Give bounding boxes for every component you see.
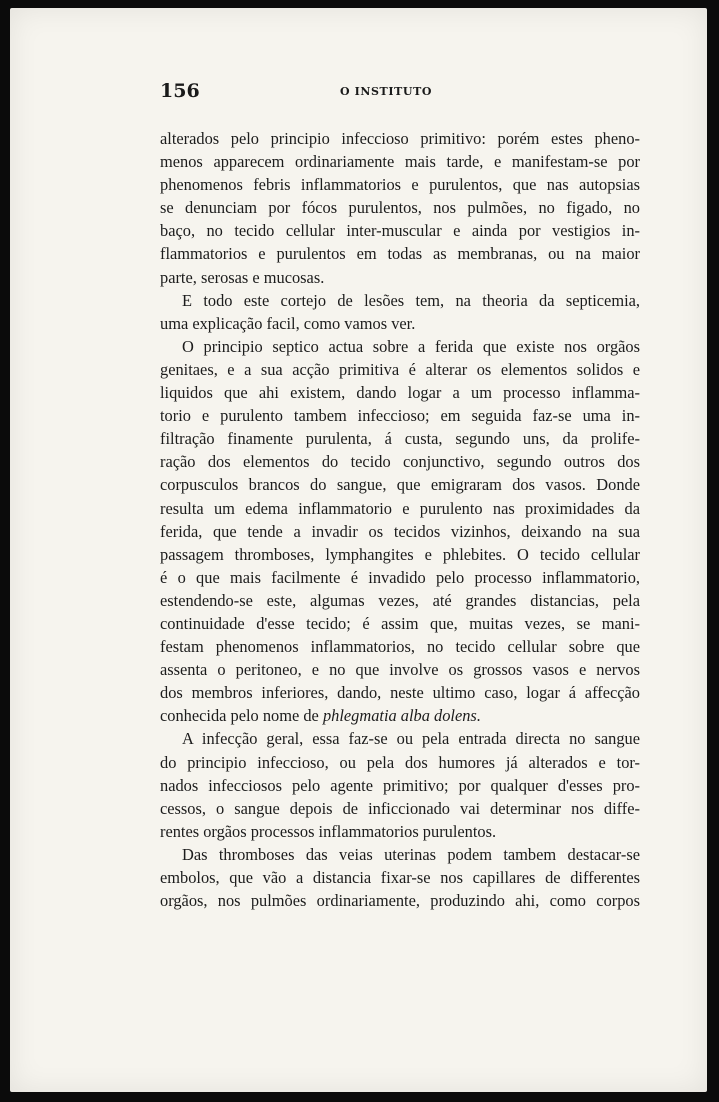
body-text <box>160 127 640 912</box>
page-number: 156 <box>160 80 200 102</box>
italic-term: phlegmatia alba dolens. <box>322 706 481 726</box>
text-line: genitaes, e a sua acção primitiva é alterar os elementos solidos e <box>160 359 640 379</box>
text-line: E todo este cortejo de lesões tem, na theoria da septicemia, <box>182 290 640 310</box>
text-line: corpusculos brancos do sangue, que emigraram dos vasos. Donde <box>160 475 640 495</box>
text-line: A infecção geral, essa faz-se ou pela entrada directa no sangue <box>182 729 640 749</box>
book-page <box>10 8 707 1092</box>
text-line: do principio infeccioso, ou pela dos humores já alterados e tor- <box>160 752 640 772</box>
text-line: assenta o peritoneo, e no que involve os grossos vasos e nervos <box>160 660 640 680</box>
text-line <box>160 704 640 727</box>
text-line: é o que mais facilmente é invadido pelo processo inflammatorio, <box>160 567 640 587</box>
text-line: ferida, que tende a invadir os tecidos vizinhos, deixando na sua <box>160 521 640 541</box>
text-line: baço, no tecido cellular inter-muscular e ainda por vestigios in- <box>160 221 640 241</box>
text-line: alterados pelo principio infeccioso primitivo: porém estes pheno- <box>160 129 640 148</box>
text-line: continuidade d'esse tecido; é assim que, muitas vezes, se mani- <box>160 613 640 633</box>
text-line: se denunciam por fócos purulentos, nos pulmões, no figado, no <box>160 198 640 218</box>
text-line: rentes orgãos processos inflammatorios purulentos. <box>160 821 497 841</box>
text-line: torio e purulento tambem infeccioso; em seguida faz-se uma in- <box>160 406 640 426</box>
text-line: flammatorios e purulentos em todas as membranas, ou na maior <box>160 244 640 264</box>
text-line: cessos, o sangue depois de inficcionado vai determinar nos diffe- <box>160 798 640 818</box>
text-line: phenomenos febris inflammatorios e purulentos, que nas autopsias <box>160 175 640 195</box>
text-line: filtração finamente purulenta, á custa, segundo uns, da prolife- <box>160 429 640 449</box>
text-line: O principio septico actua sobre a ferida que existe nos orgãos <box>182 336 640 356</box>
text-line: embolos, que vão a distancia fixar-se nos capillares de differentes <box>160 868 640 887</box>
text-line: resulta um edema inflammatorio e purulento nas proximidades da <box>160 498 640 518</box>
text-line: passagem thromboses, lymphangites e phlebites. O tecido cellular <box>160 544 640 564</box>
text-line: festam phenomenos inflammatorios, no tecido cellular sobre que <box>160 637 640 657</box>
text-line: nados infecciosos pelo agente primitivo; por qualquer d'esses pro- <box>160 775 640 795</box>
text-line: ração dos elementos do tecido conjunctivo, segundo outros dos <box>160 452 640 472</box>
running-title: O INSTITUTO <box>340 85 433 98</box>
text-line: menos apparecem ordinariamente mais tarde, e manifestam-se por <box>160 152 640 172</box>
text-line: dos membros inferiores, dando, neste ultimo caso, logar á affecção <box>160 683 640 703</box>
page-header <box>160 80 640 110</box>
text-line: uma explicação facil, como vamos ver. <box>160 313 416 333</box>
text-fragment: conhecida pelo nome de <box>160 706 323 726</box>
text-line: parte, serosas e mucosas. <box>160 267 325 287</box>
text-line: liquidos que ahi existem, dando logar a um processo inflamma- <box>160 383 640 403</box>
text-line: orgãos, nos pulmões ordinariamente, produzindo ahi, como corpos <box>160 891 640 911</box>
text-line: estendendo-se este, algumas vezes, até grandes distancias, pela <box>160 590 640 610</box>
text-line: Das thromboses das veias uterinas podem tambem destacar-se <box>182 844 640 864</box>
